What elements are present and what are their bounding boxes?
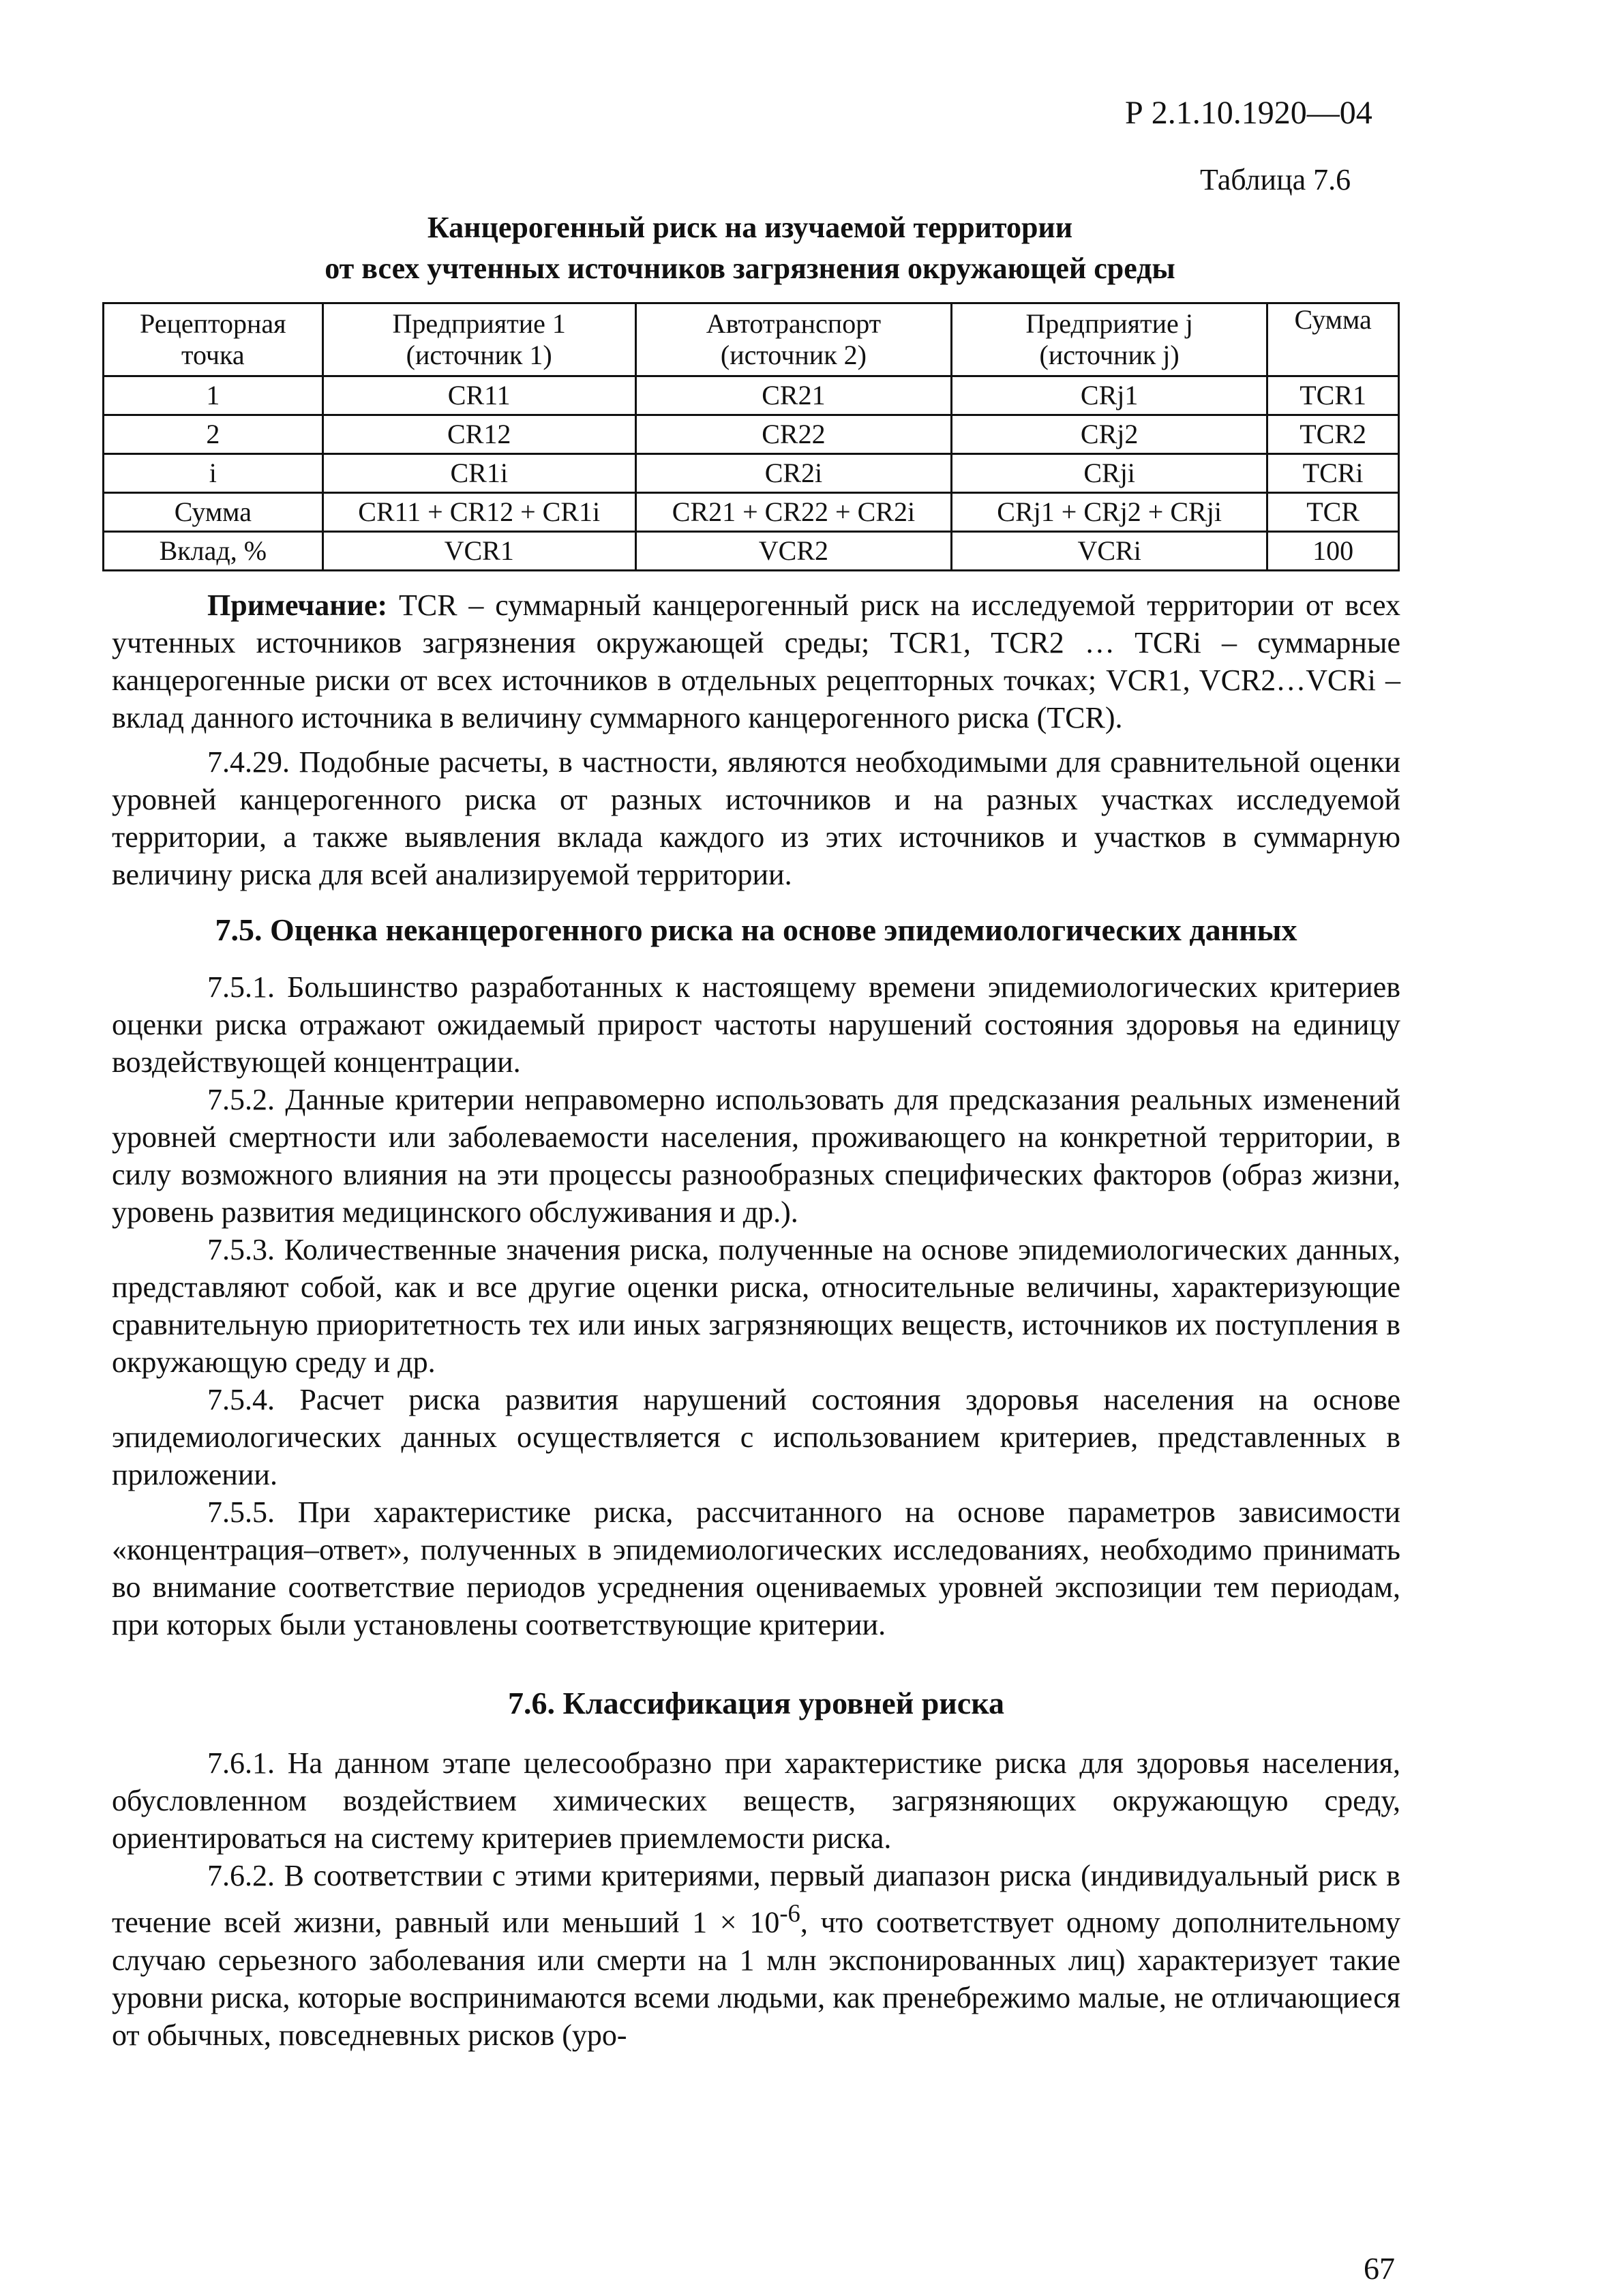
table-row: [104, 376, 1399, 415]
table-row: [104, 415, 1399, 454]
section-7-5-body: [112, 968, 1400, 1643]
table-cell: VCRi: [952, 532, 1267, 571]
table-label: Таблица 7.6: [1200, 163, 1351, 196]
table-cell: TCR: [1267, 493, 1399, 532]
paragraph: 7.5.2. Данные критерии неправомерно использовать для предсказания реальных изменений уровней смертности или заболеваемости населения, проживающего на конкретной территории, в силу возможного влияния на эти процессы разнообразных специфических факторов (образ жизни, уровень развития медицинского обслуживания и др.).: [112, 1083, 1400, 1229]
header-cell: Рецепторная точка: [104, 303, 323, 376]
section-heading-7-5: 7.5. Оценка неканцерогенного риска на основе эпидемиологических данных: [215, 912, 1297, 947]
header-cell: Предприятие j (источник j): [952, 303, 1267, 376]
paragraph: 7.5.4. Расчет риска развития нарушений состояния здоровья населения на основе эпидемиологических данных осуществляется с использованием критериев, представленных в приложении.: [112, 1383, 1400, 1491]
paragraph-7-4-29: 7.4.29. Подобные расчеты, в частности, являются необходимыми для сравнительной оценки уровней канцерогенного риска от разных источников и на разных участках исследуемой территории, а также выявления вклада каждого из этих источников и участков в суммарную величину риска для всей анализируемой территории.: [112, 745, 1400, 891]
table-cell: CR11: [322, 376, 635, 415]
table-title: [205, 207, 1295, 289]
document-code: Р 2.1.10.1920—04: [1125, 95, 1372, 131]
table-row: [104, 493, 1399, 532]
table-cell: Сумма: [104, 493, 323, 532]
table-cell: TCRi: [1267, 454, 1399, 493]
paragraph: 7.5.1. Большинство разработанных к настоящему времени эпидемиологических критериев оценки риска отражают ожидаемый прирост частоты нарушений состояния здоровья на единицу воздействующей концентрации.: [112, 970, 1400, 1079]
table-cell: CRji: [952, 454, 1267, 493]
section-heading-7-6: 7.6. Классификация уровней риска: [507, 1686, 1005, 1720]
table-cell: 2: [104, 415, 323, 454]
note-text: TCR – суммарный канцерогенный риск на исследуемой территории от всех учтенных источников загрязнения окружающей среды; TCR1, TCR2 … TCRi – суммарные канцерогенные риски от всех источников в отдельных рецепторных точках; VCR1, VCR2…VCRi – вклад данного источника в величину суммарного канцерогенного риска (TCR).: [112, 588, 1400, 734]
table-note: [112, 586, 1400, 736]
table-cell: Вклад, %: [104, 532, 323, 571]
table-cell: i: [104, 454, 323, 493]
paragraph: 7.5.5. При характеристике риска, рассчитанного на основе параметров зависимости «концентрация–ответ», полученных в эпидемиологических исследованиях, необходимо принимать во внимание соответствие периодов усреднения оцениваемых уровней экспозиции тем периодам, при которых были установлены соответствующие критерии.: [112, 1495, 1400, 1641]
table-cell: CR22: [635, 415, 951, 454]
table-cell: CR21 + CR22 + CR2i: [635, 493, 951, 532]
table-title-line-1: Канцерогенный риск на изучаемой территории: [427, 211, 1073, 244]
paragraph: 7.6.1. На данном этапе целесообразно при характеристике риска для здоровья населения, обусловленном воздействием химических веществ, загрязняющих окружающую среду, ориентироваться на систему критериев приемлемости риска.: [112, 1746, 1400, 1855]
table-cell: VCR2: [635, 532, 951, 571]
table-cell: TCR2: [1267, 415, 1399, 454]
header-cell: Автотранспорт (источник 2): [635, 303, 951, 376]
table-cell: CR2i: [635, 454, 951, 493]
table-cell: VCR1: [322, 532, 635, 571]
table-cell: CR1i: [322, 454, 635, 493]
page-number: 67: [1364, 2251, 1395, 2286]
table-cell: CRj1 + CRj2 + CRji: [952, 493, 1267, 532]
table-cell: CR21: [635, 376, 951, 415]
note-lead: Примечание:: [207, 588, 388, 622]
paragraph: 7.6.2. В соответствии с этими критериями, первый диапазон риска (индивидуальный риск в течение всей жизни, равный или меньший $1 \times 10^{-6}$, что соответствует одному дополнительному случаю серьезного заболевания или смерти на 1 млн экспонированных лиц) характеризует такие уровни риска, которые воспринимаются всеми людьми, как пренебрежимо малые, не отличающиеся от обычных, повседневных рисков (уро-: [112, 1859, 1400, 2052]
table-cell: CRj1: [952, 376, 1267, 415]
paragraph: 7.5.3. Количественные значения риска, полученные на основе эпидемиологических данных, представляют собой, как и все другие оценки риска, относительные величины, характеризующие сравнительную приоритетность тех или иных загрязняющих веществ, источников их поступления в окружающую среду и др.: [112, 1233, 1400, 1379]
header-cell: Сумма: [1267, 303, 1399, 376]
risk-table: [102, 302, 1400, 571]
table-cell: CR11 + CR12 + CR1i: [322, 493, 635, 532]
table-header-row: [104, 303, 1399, 376]
table-cell: CR12: [322, 415, 635, 454]
table-cell: 1: [104, 376, 323, 415]
table-cell: CRj2: [952, 415, 1267, 454]
table-title-line-2: от всех учтенных источников загрязнения окружающей среды: [325, 252, 1175, 285]
table-row: [104, 454, 1399, 493]
section-7-6-body: [112, 1744, 1400, 2054]
header-cell: Предприятие 1 (источник 1): [322, 303, 635, 376]
table-cell: TCR1: [1267, 376, 1399, 415]
table-cell: 100: [1267, 532, 1399, 571]
table-row: [104, 532, 1399, 571]
